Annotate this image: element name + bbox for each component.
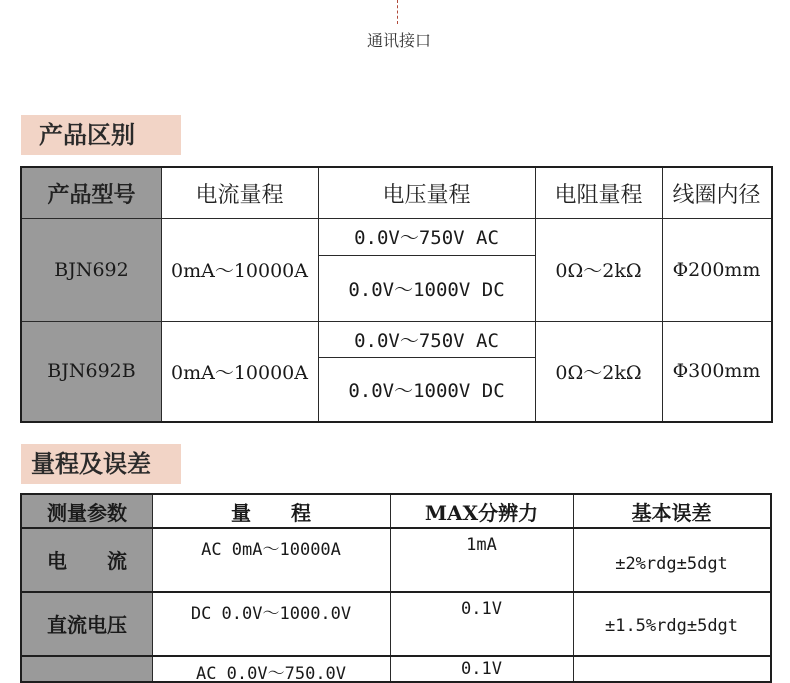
connector-dashed-line <box>397 0 398 24</box>
header-current-range: 电流量程 <box>195 182 284 208</box>
row2-coil-diameter: Φ300mm <box>672 360 761 382</box>
row1-voltage-ac: 0.0V～750V AC <box>354 227 499 249</box>
param-current: 电 流 <box>47 548 127 573</box>
row1-range: AC 0mA～10000A <box>201 540 341 560</box>
grid-line <box>152 495 153 681</box>
grid-line <box>535 168 536 421</box>
grid-line <box>22 591 770 593</box>
grid-line <box>318 255 535 256</box>
row1-current-range: 0mA～10000A <box>171 260 308 282</box>
row2-error: ±1.5%rdg±5dgt <box>604 616 739 636</box>
model-bjn692b: BJN692B <box>47 360 136 382</box>
comm-interface-caption: 通讯接口 <box>366 31 431 50</box>
row1-coil-diameter: Φ200mm <box>672 258 761 281</box>
header-coil-diameter: 线圈内径 <box>672 182 761 208</box>
header-resistance-range: 电阻量程 <box>554 182 643 208</box>
grid-line <box>22 321 771 322</box>
grid-line <box>161 168 162 421</box>
grid-line <box>573 495 574 681</box>
error-table <box>20 493 772 683</box>
row2-voltage-ac: 0.0V～750V AC <box>354 329 499 352</box>
header-range: 量 程 <box>231 500 311 525</box>
row1-resolution: 1mA <box>466 535 497 555</box>
product-table <box>20 166 773 423</box>
row2-range: DC 0.0V～1000.0V <box>190 604 352 624</box>
row1-error: ±2%rdg±5dgt <box>615 554 728 574</box>
header-measure-param: 测量参数 <box>47 500 127 525</box>
row1-resistance: 0Ω～2kΩ <box>555 260 642 282</box>
header-model: 产品型号 <box>47 181 136 208</box>
row2-resistance: 0Ω～2kΩ <box>555 361 642 384</box>
grid-line <box>22 218 771 219</box>
grid-line <box>22 527 770 529</box>
row1-voltage-dc: 0.0V～1000V DC <box>348 278 505 301</box>
grid-line <box>318 357 535 358</box>
row3-range: AC 0.0V～750.0V <box>195 664 347 683</box>
row2-current-range: 0mA～10000A <box>171 361 308 384</box>
header-basic-error: 基本误差 <box>631 500 712 525</box>
header-voltage-range: 电压量程 <box>382 182 471 208</box>
grid-line <box>22 655 770 657</box>
grid-line <box>662 168 663 421</box>
row3-resolution: 0.1V <box>461 659 502 679</box>
grid-line <box>318 168 319 421</box>
param-dc-voltage: 直流电压 <box>47 612 127 637</box>
model-bjn692: BJN692 <box>54 258 129 281</box>
section-title-product-difference: 产品区别 <box>21 115 181 155</box>
header-max-resolution: MAX分辨力 <box>424 500 539 525</box>
row2-resolution: 0.1V <box>461 599 502 619</box>
section-title-range-and-error: 量程及误差 <box>21 444 181 484</box>
grid-line <box>390 495 391 681</box>
row2-voltage-dc: 0.0V～1000V DC <box>348 379 505 402</box>
